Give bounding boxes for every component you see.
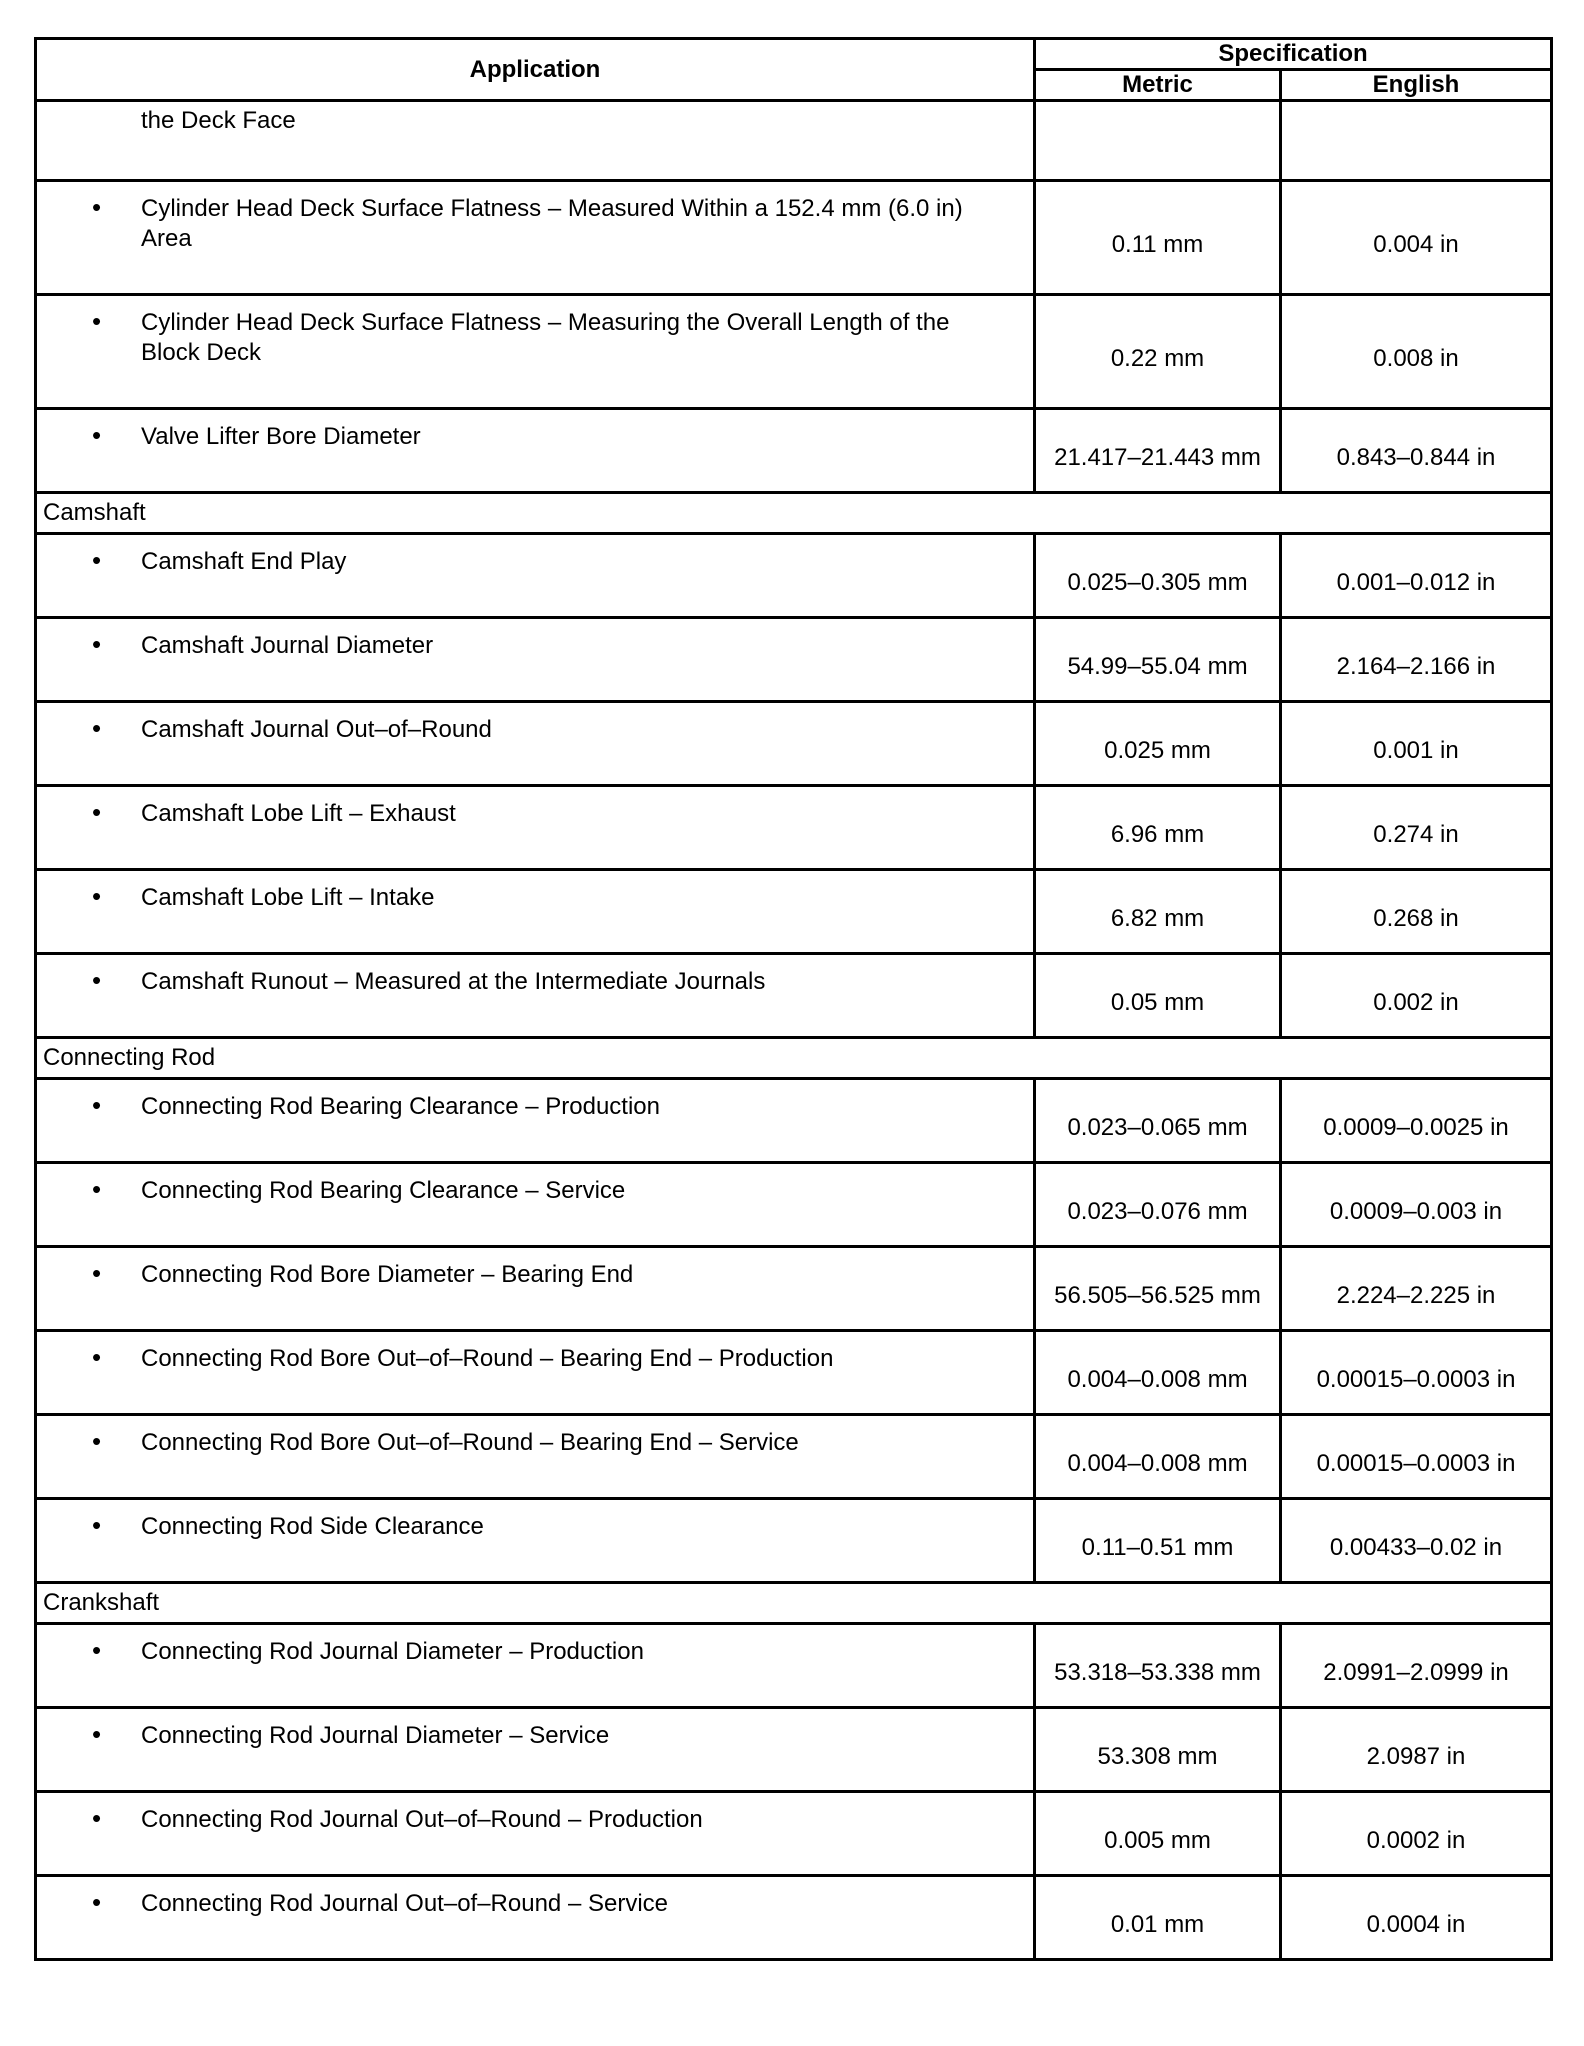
row-label: Connecting Rod Side Clearance [141, 1513, 484, 1540]
bullet-icon: • [92, 1342, 102, 1372]
metric-cell: 56.505–56.525 mm [1035, 1247, 1281, 1331]
header-metric: Metric [1035, 70, 1281, 101]
section-header-connecting-rod [36, 1038, 1552, 1079]
section-header-camshaft [36, 493, 1552, 534]
bullet-icon: • [92, 420, 102, 450]
bullet-icon: • [92, 1258, 102, 1288]
english-cell: 0.0009–0.0025 in [1281, 1079, 1552, 1163]
table-row [36, 1079, 1552, 1163]
table-row-continued [36, 101, 1552, 181]
application-cell [36, 786, 1035, 870]
row-label: Camshaft End Play [141, 548, 347, 575]
row-label: Connecting Rod Journal Out–of–Round – Service [141, 1890, 668, 1917]
row-label: Valve Lifter Bore Diameter [141, 423, 421, 450]
english-cell: 0.00433–0.02 in [1281, 1499, 1552, 1583]
english-cell: 0.268 in [1281, 870, 1552, 954]
table-row [36, 1499, 1552, 1583]
metric-cell: 0.05 mm [1035, 954, 1281, 1038]
row-label: Cylinder Head Deck Surface Flatness – Measured Within a 152.4 mm (6.0 in) Area [141, 195, 963, 252]
bullet-icon: • [92, 1510, 102, 1540]
metric-cell: 0.023–0.076 mm [1035, 1163, 1281, 1247]
metric-cell: 0.025 mm [1035, 702, 1281, 786]
bullet-icon: • [92, 1635, 102, 1665]
bullet-icon: • [92, 1887, 102, 1917]
english-cell: 2.164–2.166 in [1281, 618, 1552, 702]
application-cell [36, 618, 1035, 702]
application-cell [36, 295, 1035, 409]
metric-cell: 0.22 mm [1035, 295, 1281, 409]
metric-cell: 0.025–0.305 mm [1035, 534, 1281, 618]
metric-cell: 0.11 mm [1035, 181, 1281, 295]
application-cell [36, 702, 1035, 786]
row-label: Camshaft Lobe Lift – Exhaust [141, 800, 456, 827]
english-cell: 0.843–0.844 in [1281, 409, 1552, 493]
bullet-icon: • [92, 545, 102, 575]
bullet-icon: • [92, 881, 102, 911]
english-cell: 0.00015–0.0003 in [1281, 1331, 1552, 1415]
header-application: Application [36, 39, 1035, 101]
metric-cell: 6.82 mm [1035, 870, 1281, 954]
english-cell: 0.002 in [1281, 954, 1552, 1038]
table-row [36, 1247, 1552, 1331]
bullet-icon: • [92, 1803, 102, 1833]
row-label: the Deck Face [141, 107, 296, 134]
section-title: Camshaft [36, 493, 1552, 534]
english-cell: 2.0987 in [1281, 1708, 1552, 1792]
section-title: Crankshaft [36, 1583, 1552, 1624]
application-cell [36, 1876, 1035, 1960]
bullet-icon: • [92, 965, 102, 995]
row-label: Connecting Rod Bore Diameter – Bearing End [141, 1261, 634, 1288]
english-cell: 0.001 in [1281, 702, 1552, 786]
table-row [36, 870, 1552, 954]
bullet-icon: • [92, 713, 102, 743]
metric-cell: 0.11–0.51 mm [1035, 1499, 1281, 1583]
table-row [36, 702, 1552, 786]
english-cell: 0.001–0.012 in [1281, 534, 1552, 618]
row-label: Connecting Rod Journal Diameter – Production [141, 1638, 644, 1665]
english-cell: 0.274 in [1281, 786, 1552, 870]
row-label: Connecting Rod Bearing Clearance – Production [141, 1093, 660, 1120]
table-row [36, 954, 1552, 1038]
application-cell [36, 101, 1035, 181]
row-label: Connecting Rod Bore Out–of–Round – Bearing End – Service [141, 1429, 799, 1456]
table-row [36, 618, 1552, 702]
bullet-icon: • [92, 629, 102, 659]
application-cell [36, 1079, 1035, 1163]
bullet-icon: • [92, 1090, 102, 1120]
metric-cell [1035, 101, 1281, 181]
application-cell [36, 870, 1035, 954]
english-cell [1281, 101, 1552, 181]
english-cell: 0.0002 in [1281, 1792, 1552, 1876]
row-label: Camshaft Lobe Lift – Intake [141, 884, 435, 911]
table-row [36, 1624, 1552, 1708]
english-cell: 0.008 in [1281, 295, 1552, 409]
table-row [36, 1331, 1552, 1415]
bullet-icon: • [92, 1426, 102, 1456]
application-cell [36, 1415, 1035, 1499]
row-label: Cylinder Head Deck Surface Flatness – Measuring the Overall Length of the Block Deck [141, 309, 950, 366]
bullet-icon: • [92, 306, 102, 336]
bullet-icon: • [92, 1719, 102, 1749]
application-cell [36, 1624, 1035, 1708]
section-header-crankshaft [36, 1583, 1552, 1624]
metric-cell: 0.01 mm [1035, 1876, 1281, 1960]
table-row [36, 1876, 1552, 1960]
table-row [36, 409, 1552, 493]
application-cell [36, 954, 1035, 1038]
table-row [36, 786, 1552, 870]
english-cell: 2.224–2.225 in [1281, 1247, 1552, 1331]
metric-cell: 0.004–0.008 mm [1035, 1415, 1281, 1499]
table-row [36, 295, 1552, 409]
metric-cell: 0.004–0.008 mm [1035, 1331, 1281, 1415]
application-cell [36, 1499, 1035, 1583]
application-cell [36, 1163, 1035, 1247]
row-label: Camshaft Runout – Measured at the Intermediate Journals [141, 968, 766, 995]
english-cell: 0.0009–0.003 in [1281, 1163, 1552, 1247]
table-row [36, 1708, 1552, 1792]
table-row [36, 1163, 1552, 1247]
metric-cell: 53.308 mm [1035, 1708, 1281, 1792]
bullet-icon: • [92, 797, 102, 827]
english-cell: 0.00015–0.0003 in [1281, 1415, 1552, 1499]
metric-cell: 54.99–55.04 mm [1035, 618, 1281, 702]
table-row [36, 1792, 1552, 1876]
row-label: Connecting Rod Journal Diameter – Service [141, 1722, 610, 1749]
header-specification: Specification [1035, 39, 1552, 70]
table-row [36, 181, 1552, 295]
table-row [36, 534, 1552, 618]
application-cell [36, 181, 1035, 295]
application-cell [36, 534, 1035, 618]
metric-cell: 53.318–53.338 mm [1035, 1624, 1281, 1708]
row-label: Connecting Rod Bearing Clearance – Service [141, 1177, 626, 1204]
metric-cell: 0.023–0.065 mm [1035, 1079, 1281, 1163]
application-cell [36, 1708, 1035, 1792]
row-label: Camshaft Journal Diameter [141, 632, 434, 659]
header-english: English [1281, 70, 1552, 101]
table-row [36, 1415, 1552, 1499]
application-cell [36, 409, 1035, 493]
bullet-icon: • [92, 1174, 102, 1204]
application-cell [36, 1792, 1035, 1876]
row-label: Connecting Rod Bore Out–of–Round – Bearing End – Production [141, 1345, 834, 1372]
metric-cell: 21.417–21.443 mm [1035, 409, 1281, 493]
english-cell: 2.0991–2.0999 in [1281, 1624, 1552, 1708]
metric-cell: 0.005 mm [1035, 1792, 1281, 1876]
bullet-icon: • [92, 192, 102, 222]
metric-cell: 6.96 mm [1035, 786, 1281, 870]
section-title: Connecting Rod [36, 1038, 1552, 1079]
specification-table [34, 37, 1553, 1961]
row-label: Connecting Rod Journal Out–of–Round – Production [141, 1806, 703, 1833]
row-label: Camshaft Journal Out–of–Round [141, 716, 492, 743]
english-cell: 0.0004 in [1281, 1876, 1552, 1960]
application-cell [36, 1331, 1035, 1415]
english-cell: 0.004 in [1281, 181, 1552, 295]
application-cell [36, 1247, 1035, 1331]
